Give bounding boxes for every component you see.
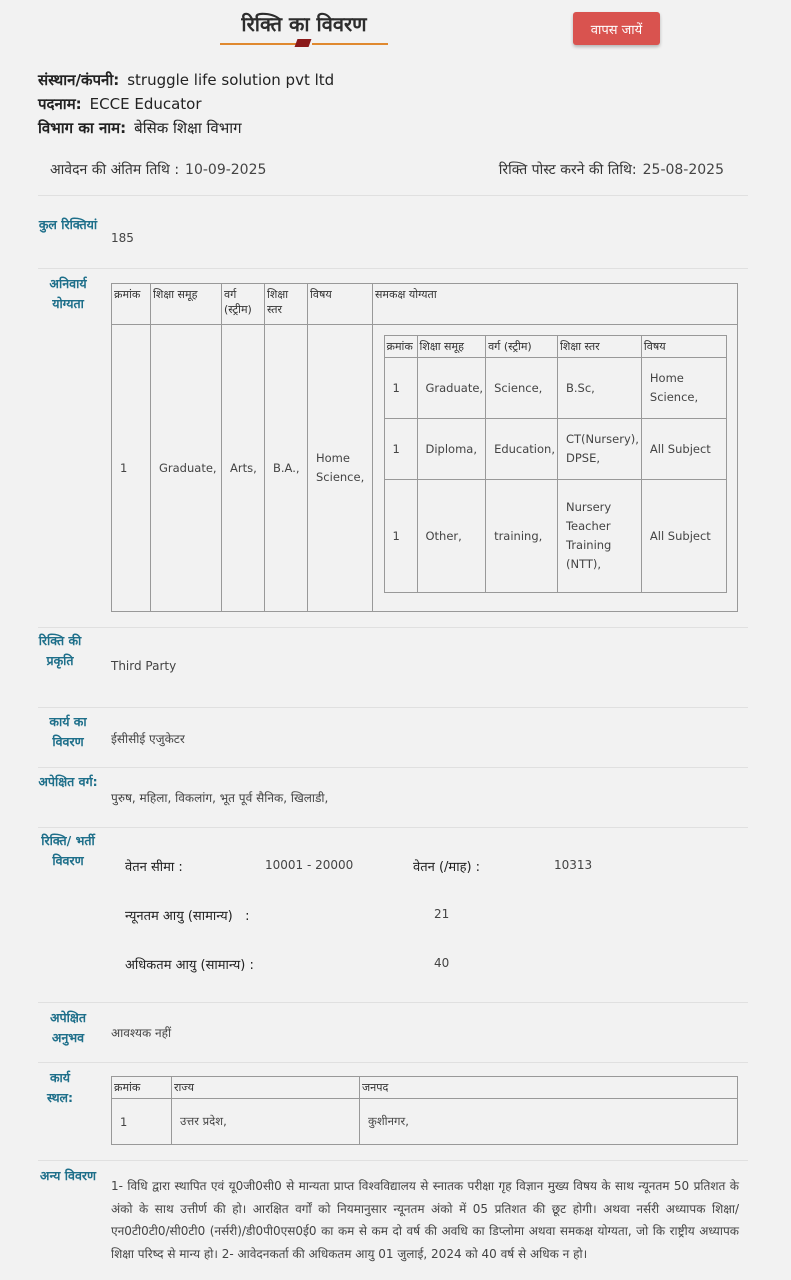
salary-range-value: 10001 - 20000 xyxy=(265,858,354,872)
eqv-header-stream: वर्ग (स्ट्रीम) xyxy=(486,336,558,358)
eqv-cell: Nursery Teacher Training (NTT), xyxy=(557,480,641,593)
qual-level: B.A., xyxy=(265,325,308,612)
divider xyxy=(38,707,748,708)
experience-label: अपेक्षित अनुभव xyxy=(50,1010,86,1045)
salary-value: 10313 xyxy=(554,858,593,872)
eqv-cell: Science, xyxy=(486,358,558,419)
qual-header-equivalent: समकक्ष योग्यता xyxy=(373,284,738,325)
eqv-cell: 1 xyxy=(384,419,417,480)
back-button[interactable]: वापस जायें xyxy=(573,12,660,45)
min-age-value: 21 xyxy=(434,907,450,921)
divider xyxy=(38,1002,748,1003)
eqv-header-group: शिक्षा समूह xyxy=(417,336,486,358)
qual-header-stream: वर्ग (स्ट्रीम) xyxy=(222,284,265,325)
salary-range-label: वेतन सीमा : xyxy=(125,860,183,875)
max-age-value: 40 xyxy=(434,956,450,970)
qual-header-level: शिक्षा स्तर xyxy=(265,284,308,325)
job-label: कार्य का विवरण xyxy=(49,714,87,749)
loc-sno: 1 xyxy=(112,1099,172,1145)
post-row xyxy=(38,94,202,114)
category-value: पुरुष, महिला, विकलांग, भूत पूर्व सैनिक, खिलाडी, xyxy=(111,791,329,805)
eqv-cell: Graduate, xyxy=(417,358,486,419)
qual-stream: Arts, xyxy=(222,325,265,612)
qualification-table xyxy=(111,283,738,612)
loc-header-state: राज्य xyxy=(172,1077,360,1099)
loc-district: कुशीनगर, xyxy=(360,1099,738,1145)
underline-right xyxy=(312,43,388,45)
posted-date-label: रिक्ति पोस्ट करने की तिथि: xyxy=(498,162,637,178)
divider xyxy=(38,827,748,828)
eqv-cell: All Subject xyxy=(641,419,726,480)
salary-label: वेतन (/माह) : xyxy=(413,860,481,875)
eqv-header-sno: क्रमांक xyxy=(384,336,417,358)
eqv-cell: B.Sc, xyxy=(557,358,641,419)
page-title: रिक्ति का विवरण xyxy=(241,12,367,36)
divider xyxy=(38,1062,748,1063)
total-label: कुल रिक्तियां xyxy=(38,217,98,232)
recruit-label: रिक्ति/ भर्ती विवरण xyxy=(41,833,95,868)
loc-state: उत्तर प्रदेश, xyxy=(172,1099,360,1145)
qual-subject: Home Science, xyxy=(308,325,373,612)
org-label: संस्थान/कंपनी: xyxy=(38,71,120,89)
eqv-cell: training, xyxy=(486,480,558,593)
divider xyxy=(38,1160,748,1161)
last-date xyxy=(50,160,266,179)
post-label: पदनाम: xyxy=(38,95,82,113)
underline-center-mark xyxy=(295,39,312,47)
eqv-cell: Diploma, xyxy=(417,419,486,480)
location-table xyxy=(111,1076,738,1145)
table-row xyxy=(384,419,726,480)
qual-group: Graduate, xyxy=(151,325,222,612)
category-label: अपेक्षित वर्ग: xyxy=(38,774,98,789)
divider xyxy=(38,195,748,196)
dept-label: विभाग का नाम: xyxy=(38,119,127,137)
table-row xyxy=(112,1099,738,1145)
min-age-label: न्यूनतम आयु (सामान्य) : xyxy=(125,909,250,924)
posted-date xyxy=(499,160,724,179)
eqv-cell: Other, xyxy=(417,480,486,593)
loc-header-sno: क्रमांक xyxy=(112,1077,172,1099)
table-row xyxy=(112,325,738,612)
divider xyxy=(38,627,748,628)
posted-date-value: 25-08-2025 xyxy=(642,162,724,178)
eqv-header-subject: विषय xyxy=(641,336,726,358)
post-value: ECCE Educator xyxy=(89,95,202,113)
table-row xyxy=(384,358,726,419)
eqv-cell: Education, xyxy=(486,419,558,480)
equivalent-table xyxy=(384,335,727,593)
eqv-cell: All Subject xyxy=(641,480,726,593)
qual-sno: 1 xyxy=(112,325,151,612)
eqv-cell: 1 xyxy=(384,358,417,419)
nature-value: Third Party xyxy=(111,659,177,673)
other-text: 1- विधि द्वारा स्थापित एवं यू0जी0सी0 से मान्यता प्राप्त विश्वविद्यालय से स्नातक परीक्षा गृह विज्ञान मुख्य विषय के साथ न्यूनतम 50 प्रतिशत के अंको के साथ उत्तीर्ण की हो। आरक्षित वर्गों को नियमानुसार न्यूनतम अंको में 05 प्रतिशत की छूट होगी। अथवा नर्सरी अध्यापक शिक्षा/एन0टी0टी0/सी0टी0 (नर्सरी)/डी0पी0एस0ई0 का कम से कम दो वर्ष की अवधि का डिप्लोमा अथवा समकक्ष योग्यता, जो कि राष्ट्रीय अध्यापक शिक्षा परिष्द से मान्य हो। 2- आवेदनकर्ता की अधिकतम आयु 01 जुलाई, 2024 को 40 वर्ष से अधिक न हो। xyxy=(111,1179,739,1261)
org-value: struggle life solution pvt ltd xyxy=(127,71,335,89)
title-underline xyxy=(220,40,388,48)
org-row xyxy=(38,70,334,90)
max-age-label: अधिकतम आयु (सामान्य) : xyxy=(125,958,254,973)
nature-label: रिक्ति की प्रकृति xyxy=(38,633,82,668)
divider xyxy=(38,268,748,269)
eqv-header-level: शिक्षा स्तर xyxy=(557,336,641,358)
qual-equivalent-cell xyxy=(373,325,738,612)
qual-header-subject: विषय xyxy=(308,284,373,325)
divider xyxy=(38,767,748,768)
loc-header-district: जनपद xyxy=(360,1077,738,1099)
eqv-cell: Home Science, xyxy=(641,358,726,419)
location-label: कार्य स्थल: xyxy=(46,1070,74,1105)
qual-header-group: शिक्षा समूह xyxy=(151,284,222,325)
other-label: अन्य विवरण xyxy=(39,1168,97,1183)
underline-left xyxy=(220,43,296,45)
eqv-cell: 1 xyxy=(384,480,417,593)
experience-value: आवश्यक नहीं xyxy=(111,1026,172,1040)
dept-row xyxy=(38,118,242,138)
eqv-cell: CT(Nursery), DPSE, xyxy=(557,419,641,480)
qualification-label: अनिवार्य योग्यता xyxy=(49,276,87,311)
total-value: 185 xyxy=(111,231,134,245)
qual-header-sno: क्रमांक xyxy=(112,284,151,325)
last-date-value: 10-09-2025 xyxy=(185,162,267,178)
job-value: ईसीसीई एजुकेटर xyxy=(111,732,185,746)
last-date-label: आवेदन की अंतिम तिथि : xyxy=(50,162,180,178)
dept-value: बेसिक शिक्षा विभाग xyxy=(134,119,242,137)
table-row xyxy=(384,480,726,593)
